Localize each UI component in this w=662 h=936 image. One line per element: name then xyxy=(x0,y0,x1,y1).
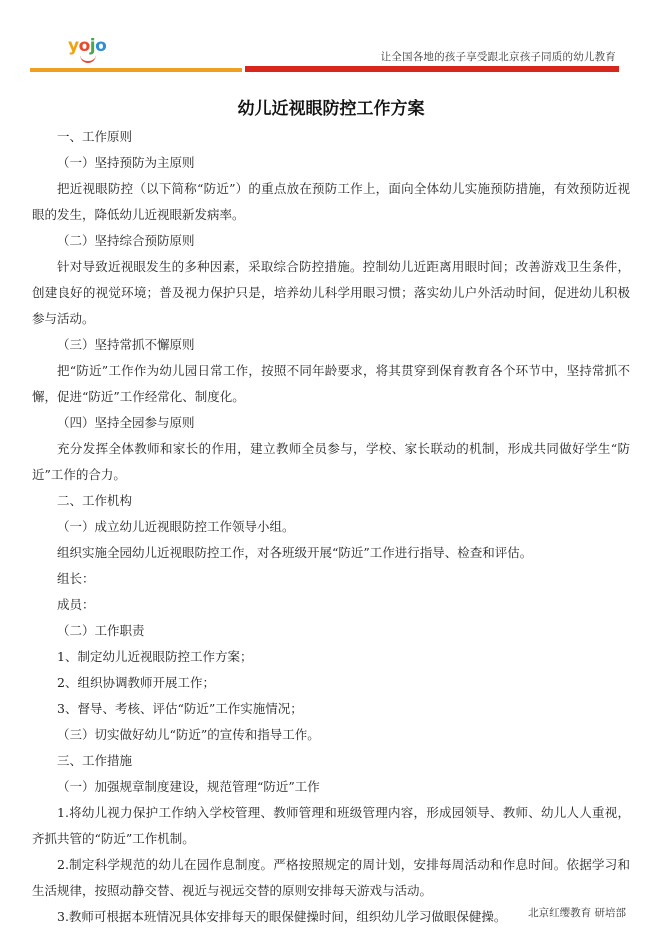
body-paragraph: 组织实施全园幼儿近视眼防控工作，对各班级开展“防近”工作进行指导、检查和评估。 xyxy=(57,545,533,560)
body-paragraph: 充分发挥全体教师和家长的作用，建立教师全员参与，学校、家长联动的机制，形成共同做好学生“防近”工作的合力。 xyxy=(32,441,630,482)
document-title: 幼儿近视眼防控工作方案 xyxy=(237,99,425,119)
document-body xyxy=(32,124,630,930)
subsection-heading: （一）成立幼儿近视眼防控工作领导小组。 xyxy=(57,519,295,534)
subsection-heading: （二）坚持综合预防原则 xyxy=(57,233,195,248)
body-paragraph: 3.教师可根据本班情况具体安排每天的眼保健操时间，组织幼儿学习做眼保健操。 xyxy=(57,909,507,924)
header-bar-red xyxy=(245,66,619,72)
body-paragraph: 1.将幼儿视力保护工作纳入学校管理、教师管理和班级管理内容，形成园领导、教师、幼儿人人重视，齐抓共管的“防近”工作机制。 xyxy=(32,805,630,846)
subsection-heading: （一）坚持预防为主原则 xyxy=(57,155,195,170)
header-slogan: 让全国各地的孩子享受跟北京孩子同质的幼儿教育 xyxy=(380,51,616,63)
body-paragraph: 成员： xyxy=(57,597,95,612)
body-paragraph: 把近视眼防控（以下简称“防近”）的重点放在预防工作上，面向全体幼儿实施预防措施，有效预防近视眼的发生，降低幼儿近视眼新发病率。 xyxy=(32,181,630,222)
list-item: 3、督导、考核、评估“防近”工作实施情况； xyxy=(57,701,303,716)
body-paragraph: 针对导致近视眼发生的多种因素，采取综合防控措施。控制幼儿近距离用眼时间；改善游戏卫生条件，创建良好的视觉环境；普及视力保护只是，培养幼儿科学用眼习惯；落实幼儿户外活动时间，促进幼儿积极参与活动。 xyxy=(32,259,630,326)
header-bar-orange xyxy=(30,68,242,72)
subsection-heading: （三）切实做好幼儿“防近”的宣传和指导工作。 xyxy=(57,727,320,742)
yojo-logo xyxy=(68,36,106,56)
body-paragraph: 2.制定科学规范的幼儿在园作息制度。严格按照规定的周计划，安排每周活动和作息时间。依据学习和生活规律，按照动静交替、视近与视远交替的原则安排每天游戏与活动。 xyxy=(32,857,630,898)
logo-letter: o xyxy=(78,36,90,56)
section-heading: 三、工作措施 xyxy=(57,753,133,768)
page-header xyxy=(0,0,662,80)
list-item: 2、组织协调教师开展工作； xyxy=(57,675,215,690)
body-paragraph: 把“防近”工作作为幼儿园日常工作，按照不同年龄要求，将其贯穿到保育教育各个环节中，坚持常抓不懈，促进“防近”工作经常化、制度化。 xyxy=(32,363,630,404)
logo-letter: j xyxy=(89,36,96,56)
subsection-heading: （一）加强规章制度建设，规范管理“防近”工作 xyxy=(57,779,320,794)
logo-letter: y xyxy=(68,36,79,56)
list-item: 1、制定幼儿近视眼防控工作方案； xyxy=(57,649,253,664)
page-footer: 北京红缨教育 研培部 xyxy=(528,907,626,919)
subsection-heading: （三）坚持常抓不懈原则 xyxy=(57,337,195,352)
logo-letter: o xyxy=(95,36,107,56)
body-paragraph: 组长： xyxy=(57,571,95,586)
section-heading: 二、工作机构 xyxy=(57,493,133,508)
subsection-heading: （四）坚持全园参与原则 xyxy=(57,415,195,430)
section-heading: 一、工作原则 xyxy=(57,129,133,144)
subsection-heading: （二）工作职责 xyxy=(57,623,145,638)
logo-smile-icon xyxy=(80,55,96,63)
